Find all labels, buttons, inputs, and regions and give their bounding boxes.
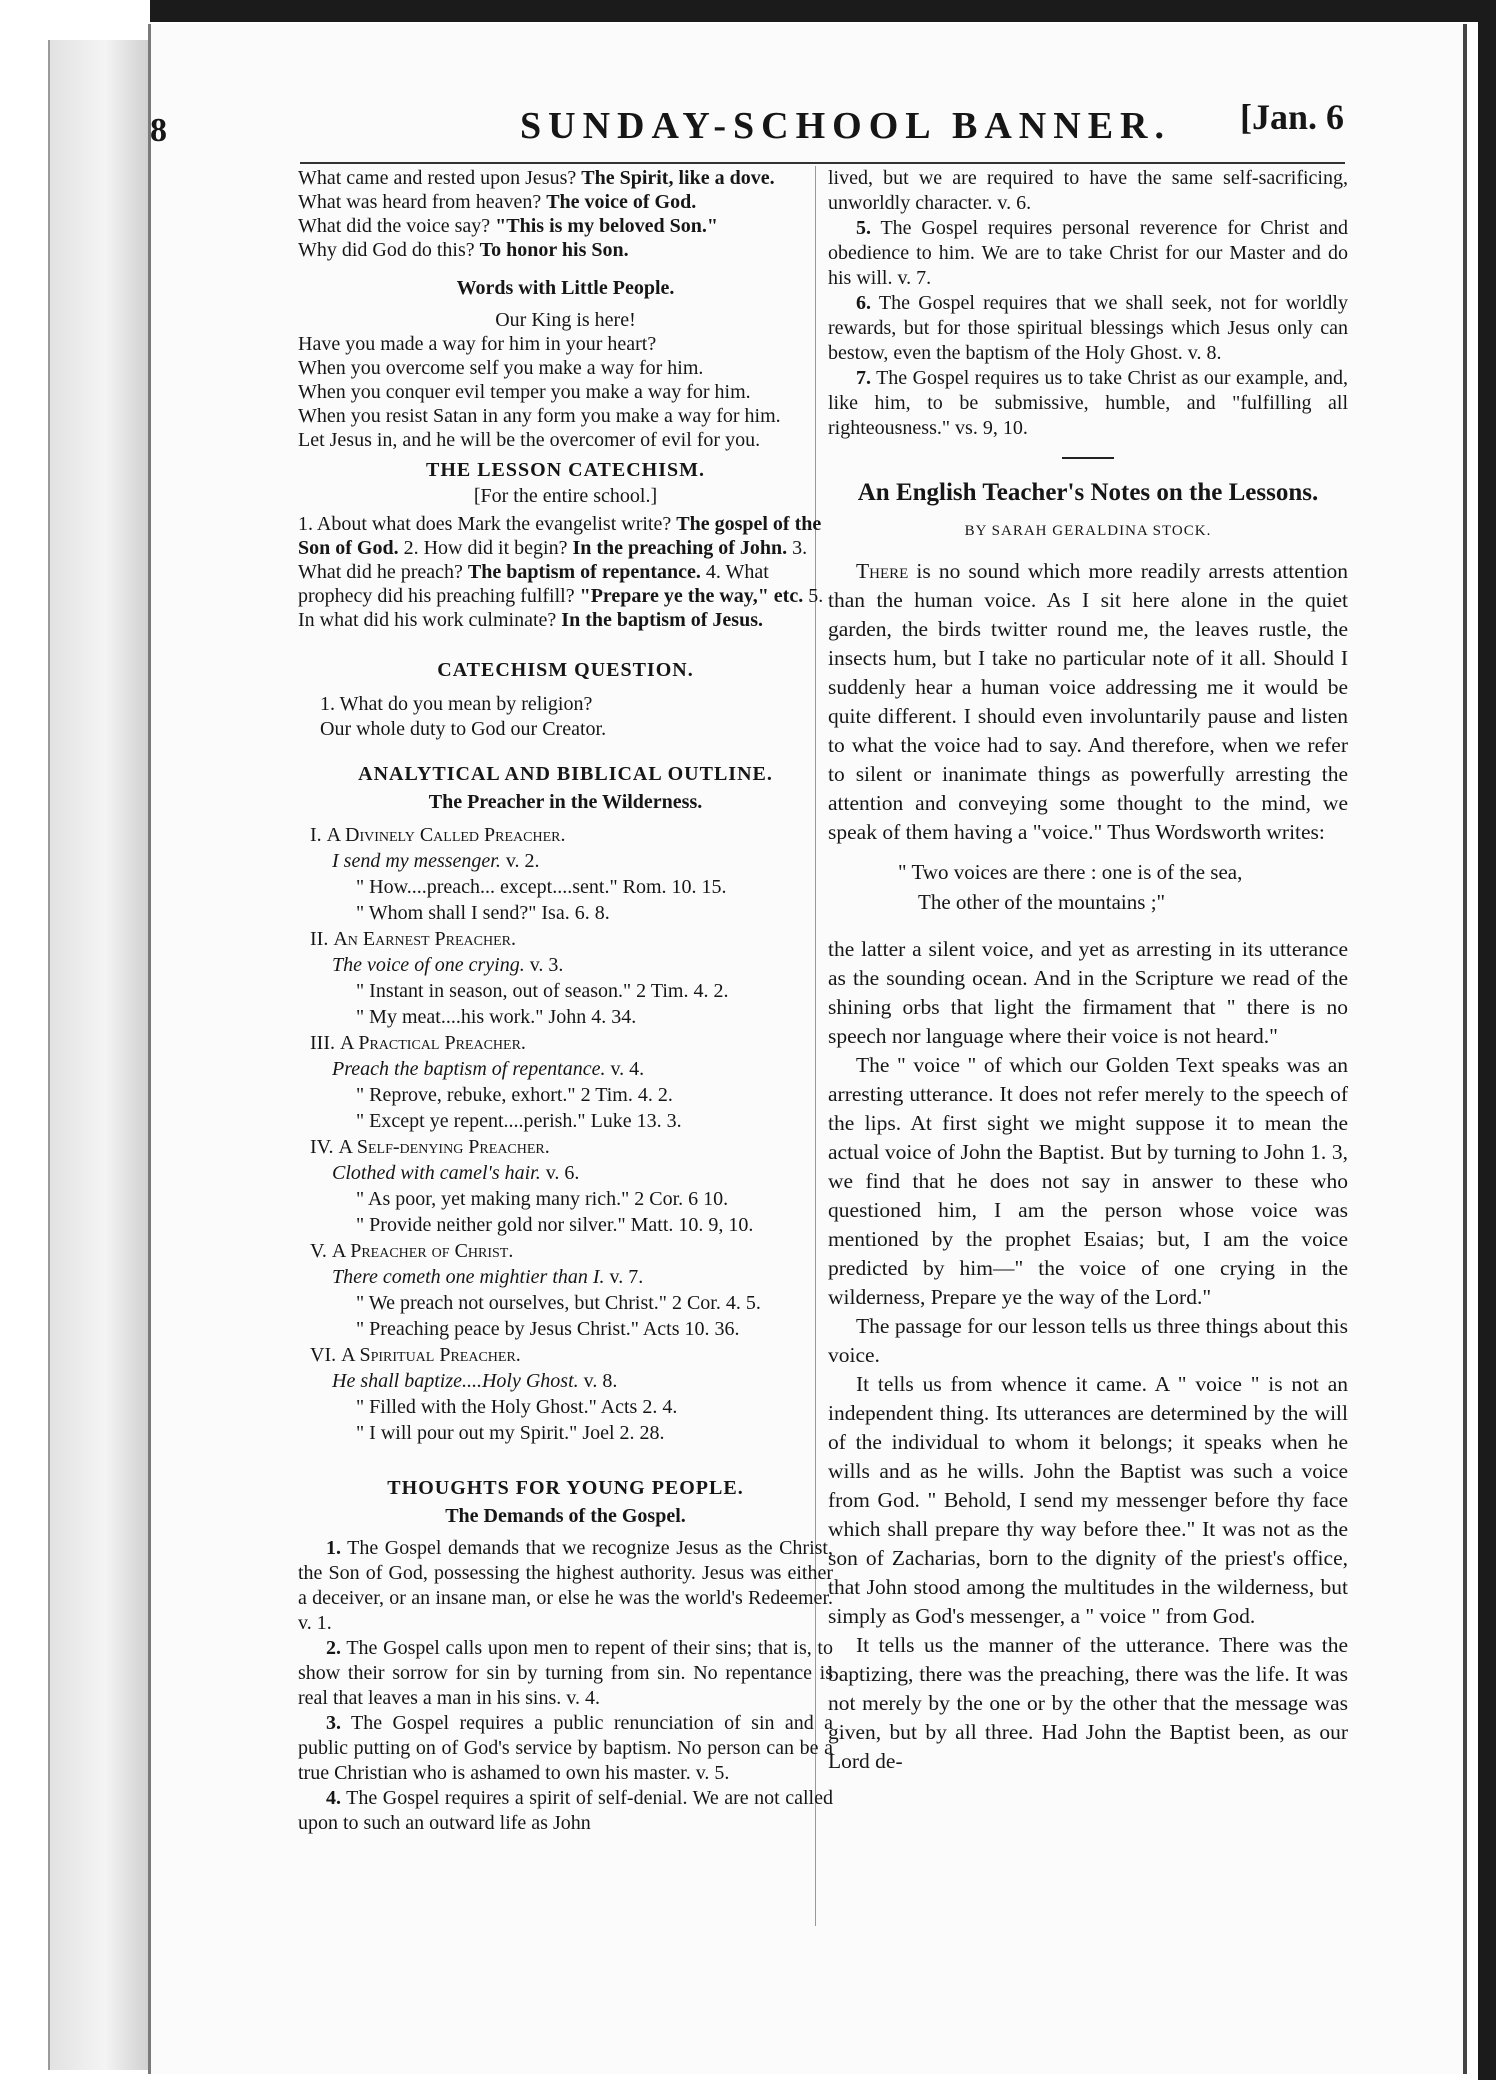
byline: BY SARAH GERALDINA STOCK. [964, 523, 1212, 539]
outline-item: III. A Practical Preacher. Preach the baptism of repentance. v. 4. " Reprove, rebuke, exhort." 2 Tim. 4. 2. " Except ye repent....perish." Luke 13. 3. [310, 1032, 682, 1132]
outline-item: II. An Earnest Preacher. The voice of one crying. v. 3. " Instant in season, out of season." 2 Tim. 4. 2. " My meat....his work." John 4. 34. [310, 928, 729, 1028]
poem-line: " Two voices are there : one is of the sea, [898, 860, 1243, 884]
thoughts-heading: THOUGHTS FOR YOUNG PEOPLE. [387, 1477, 744, 1499]
thought-item: 3. The Gospel requires a public renunciation of sin and a public putting on of God's service by baptism. No person can be a true Christian who is ashamed to own his master. v. 5. [298, 1712, 833, 1784]
outline-list [298, 822, 833, 1446]
question-text: 1. What do you mean by religion? [320, 693, 593, 715]
thought-item: 7. The Gospel requires us to take Christ as our example, and, like him, to be submissive, humble, and "fulfilling all righteousness." vs. 9, 10. [828, 367, 1348, 439]
notes-body [828, 557, 1348, 1776]
catechism-note: [For the entire school.] [473, 485, 658, 507]
qa-item: What was heard from heaven? The voice of God. [298, 191, 697, 213]
thought-item: 6. The Gospel requires that we shall seek, not for worldly rewards, but for those spiritual blessings which Jesus only can bestow, even the baptism of the Holy Ghost. v. 8. [828, 292, 1348, 364]
catechism-block: 1. About what does Mark the evangelist write? The gospel of the Son of God. 2. How did it begin? In the preaching of John. 3. What did he preach? The baptism of repentance. 4. What prophecy did his preaching fulfill? "Prepare ye the way," etc. 5. In what did his work culminate? In the baptism of Jesus. [298, 513, 824, 631]
paragraph: There is no sound which more readily arrests attention than the human voice. As I sit here alone in the quiet garden, the birds twitter round me, the leaves rustle, the insects hum, but I take no particular note of it all. Should I suddenly hear a human voice addressing me it would be quite different. I should even involuntarily pause and listen to what the voice had to say. And therefore, when we refer to silent or inanimate things as powerfully arresting the attention and conveying some thought to the mind, we speak of them having a "voice." Thus Wordsworth writes: [828, 559, 1348, 844]
thoughts-subheading: The Demands of the Gospel. [445, 1505, 686, 1527]
words-line: When you conquer evil temper you make a way for him. [298, 381, 751, 403]
question-answer: Our whole duty to God our Creator. [320, 718, 607, 740]
outline-item: V. A Preacher of Christ. There cometh one mightier than I. v. 7. " We preach not ourselves, but Christ." 2 Cor. 4. 5. " Preaching peace by Jesus Christ." Acts 10. 36. [310, 1240, 761, 1340]
paragraph: It tells us from whence it came. A " voice " is not an independent thing. Its utterances are determined by the will of the individual to whom it belongs; it speaks when he wills and as he wills. John the Baptist was such a voice from God. " Behold, I send my messenger before thy face which shall prepare thy way before thee." It was not as the son of Zacharias, born to the dignity of the priest's office, that John stood among the multitudes in the wilderness, but simply as God's messenger, a " voice " from God. [828, 1372, 1348, 1628]
scan-border-right [1478, 0, 1496, 2080]
words-block [298, 308, 833, 452]
outline-item: I. A Divinely Called Preacher. I send my messenger. v. 2. " How....preach... except....sent." Rom. 10. 15. " Whom shall I send?" Isa. 6. 8. [310, 824, 727, 924]
paragraph: It tells us the manner of the utterance. There was the baptizing, there was the preaching, there was the life. It was not merely by the one or by the other that the message was given, but by all three. Had John the Baptist been, as our Lord de- [828, 1633, 1348, 1773]
thought-item: 2. The Gospel calls upon men to repent of their sins; that is, to show their sorrow for sin by turning from sin. No repentance is real that leaves a man in his sins. v. 4. [298, 1637, 833, 1709]
words-line: When you overcome self you make a way for him. [298, 357, 704, 379]
thought-item: 5. The Gospel requires personal reverence for Christ and obedience to him. We are to take Christ for our Master and do his will. v. 7. [828, 217, 1348, 289]
qa-block [298, 166, 833, 262]
thoughts-left [298, 1536, 833, 1836]
catechism-heading: THE LESSON CATECHISM. [425, 459, 706, 481]
thought-continuation: lived, but we are required to have the same self-sacrificing, unworldly character. v. 6. [828, 167, 1348, 214]
outline-item: VI. A Spiritual Preacher. He shall baptize....Holy Ghost. v. 8. " Filled with the Holy Ghost." Acts 2. 4. " I will pour out my Spirit." Joel 2. 28. [310, 1344, 678, 1444]
thought-item: 4. The Gospel requires a spirit of self-denial. We are not called upon to such an outward life as John [298, 1787, 833, 1834]
words-heading: Words with Little People. [456, 277, 675, 299]
header-rule [300, 162, 1345, 164]
section-rule [1062, 457, 1114, 459]
outline-item: IV. A Self-denying Preacher. Clothed with camel's hair. v. 6. " As poor, yet making many rich." 2 Cor. 6 10. " Provide neither gold nor silver." Matt. 10. 9, 10. [310, 1136, 754, 1236]
poem-line: The other of the mountains ;" [918, 890, 1166, 914]
words-line: When you resist Satan in any form you make a way for him. [298, 405, 781, 427]
qa-item: What did the voice say? "This is my beloved Son." [298, 215, 718, 237]
poem [898, 857, 1348, 917]
thought-item: 1. The Gospel demands that we recognize Jesus as the Christ, the Son of God, possessing the highest authority. Jesus was either a deceiver, or an insane man, or else he was the world's Redeemer. v. 1. [298, 1537, 833, 1634]
scan-border-top [150, 0, 1496, 22]
running-title: SUNDAY-SCHOOL BANNER. [520, 105, 1171, 147]
qa-item: Why did God do this? To honor his Son. [298, 239, 629, 261]
words-line: Let Jesus in, and he will be the overcomer of evil for you. [298, 429, 761, 451]
outline-subheading: The Preacher in the Wilderness. [428, 791, 703, 813]
page-number: 8 [150, 112, 167, 149]
qa-item: What came and rested upon Jesus? The Spirit, like a dove. [298, 167, 775, 189]
paragraph: The passage for our lesson tells us three things about this voice. [828, 1314, 1348, 1367]
left-column [298, 166, 833, 1836]
words-line: Have you made a way for him in your heart? [298, 333, 657, 355]
paragraph: The " voice " of which our Golden Text speaks was an arresting utterance. It does not refer merely to the speech of the lips. At first sight we might suppose it to mean the actual voice of John the Baptist. But by turning to John 1. 3, we find that he does not say in answer to these who questioned him, I am the person whose voice was mentioned by the prophet Esaias; but, I am the voice predicted by him—" the voice of one crying in the wilderness, Prepare ye the way of the Lord." [828, 1053, 1348, 1309]
words-line: Our King is here! [495, 309, 636, 331]
question-heading: CATECHISM QUESTION. [437, 659, 694, 681]
page-edge-left [48, 40, 150, 2070]
outline-heading: ANALYTICAL AND BIBLICAL OUTLINE. [358, 763, 773, 785]
right-column [828, 166, 1348, 1776]
thoughts-right [828, 166, 1348, 441]
paragraph: the latter a silent voice, and yet as arresting in its utterance as the sounding ocean. And in the Scripture we read of the shining orbs that light the firmament that " there is no speech nor language where their voice is not heard." [828, 937, 1348, 1048]
issue-date: [Jan. 6 [1240, 97, 1345, 137]
notes-heading: An English Teacher's Notes on the Lessons. [857, 479, 1319, 506]
